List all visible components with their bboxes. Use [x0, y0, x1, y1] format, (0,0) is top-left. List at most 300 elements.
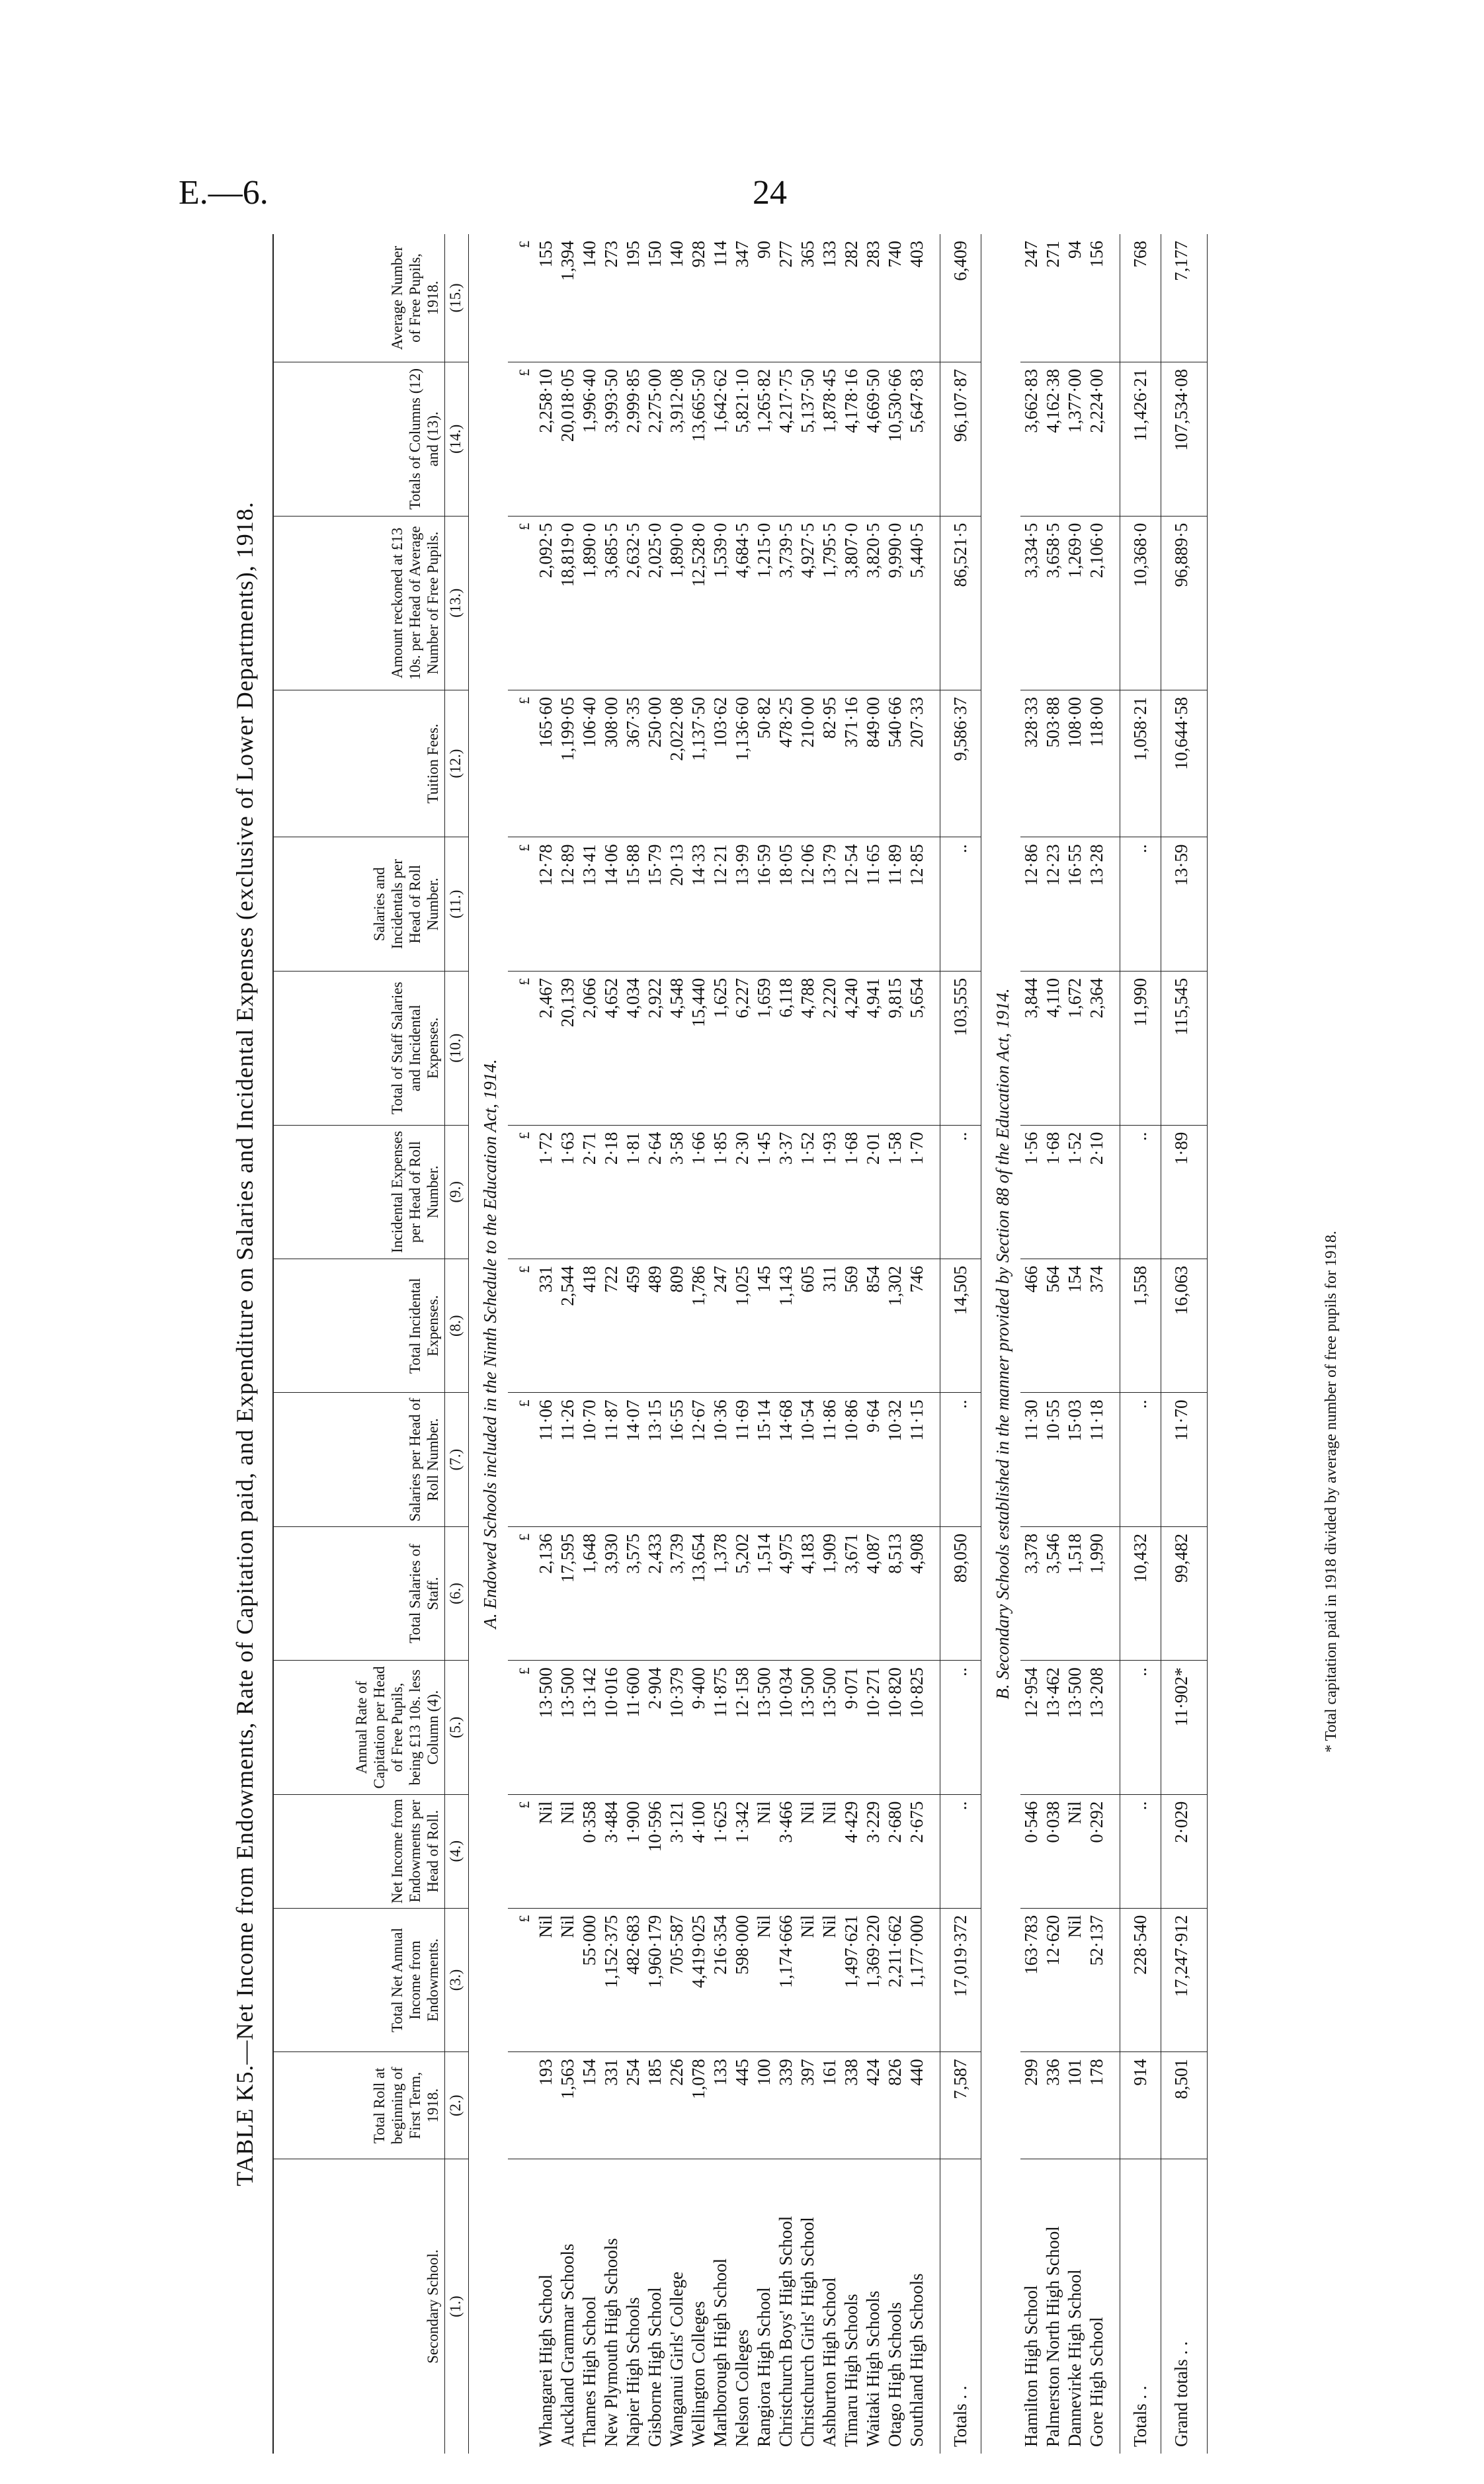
- table-cell: 9,586·37: [940, 690, 981, 837]
- table-cell: 16·55: [666, 1393, 688, 1526]
- table-cell: 10·86: [841, 1393, 862, 1526]
- table-cell: 10·36: [710, 1393, 731, 1526]
- table-cell: 371·16: [841, 690, 862, 837]
- table-cell: 4,941: [862, 971, 884, 1125]
- column-header: Total of Staff Salaries and Incidental Expenses.: [273, 971, 445, 1125]
- table-cell: ..: [940, 1125, 981, 1259]
- table-cell: 1,377·00: [1064, 362, 1086, 516]
- table-cell: 154: [579, 2052, 600, 2159]
- table-cell: ..: [940, 1393, 981, 1526]
- table-cell: 5,647·83: [906, 362, 928, 516]
- table-cell: 6,227: [731, 971, 753, 1125]
- header-row: [273, 234, 445, 2454]
- table-cell: 11·70: [1161, 1393, 1208, 1526]
- table-row: [906, 234, 928, 2454]
- table-cell: 914: [1120, 2052, 1161, 2159]
- table-cell: 9·400: [688, 1661, 710, 1794]
- table-cell: 101: [1064, 2052, 1086, 2159]
- table-cell: 15·03: [1064, 1393, 1086, 1526]
- table-cell: 17,595: [557, 1526, 579, 1660]
- row-label: Wanganui Girls' College: [667, 2271, 686, 2447]
- spacer-cell: [1108, 690, 1120, 837]
- spacer-cell: [1108, 2052, 1120, 2159]
- row-label: Grand totals . .: [1161, 2159, 1208, 2454]
- table-cell: £: [508, 971, 535, 1125]
- table-cell: 13,654: [688, 1526, 710, 1660]
- table-cell: 247: [710, 1259, 731, 1393]
- table-cell: 854: [862, 1259, 884, 1393]
- table-cell: 17,247·912: [1161, 1908, 1208, 2052]
- table-cell: 1·81: [622, 1125, 644, 1259]
- table-cell: 424: [862, 2052, 884, 2159]
- table-cell: 2,106·0: [1086, 516, 1108, 690]
- table-cell: 3·484: [600, 1794, 622, 1908]
- table-cell: 5,821·10: [731, 362, 753, 516]
- table-cell: 55·000: [579, 1908, 600, 2052]
- table-cell: 20,018·05: [557, 362, 579, 516]
- table-cell: 403: [906, 234, 928, 362]
- row-label: Thames High School: [579, 2296, 599, 2447]
- table-cell: 3,658·5: [1042, 516, 1064, 690]
- table-cell: £: [508, 516, 535, 690]
- table-cell: 4,652: [600, 971, 622, 1125]
- table-cell: 598·000: [731, 1908, 753, 2052]
- document-code: E.—6.: [179, 174, 268, 212]
- table-cell: 11·875: [710, 1661, 731, 1794]
- table-cell: 271: [1042, 234, 1064, 362]
- table-cell: 107,534·08: [1161, 362, 1208, 516]
- table-cell: Nil: [557, 1908, 579, 2052]
- table-cell: 99,482: [1161, 1526, 1208, 1660]
- table-cell: 12·158: [731, 1661, 753, 1794]
- table-cell: 14,505: [940, 1259, 981, 1393]
- table-cell: 1,890·0: [666, 516, 688, 690]
- column-header: Total Net Annual Income from Endowments.: [273, 1908, 445, 2052]
- row-label: Auckland Grammar Schools: [557, 2243, 577, 2447]
- row-label: Totals . .: [940, 2159, 981, 2454]
- table-cell: £: [508, 837, 535, 971]
- spacer-cell: [928, 234, 940, 362]
- table-cell: ..: [1120, 1661, 1161, 1794]
- table-cell: 2·18: [600, 1125, 622, 1259]
- table-cell: 10,530·66: [884, 362, 906, 516]
- table-cell: Nil: [753, 1908, 775, 2052]
- table-cell: 2·71: [579, 1125, 600, 1259]
- table-cell: 1,177·000: [906, 1908, 928, 2052]
- table-cell: 210·00: [797, 690, 819, 837]
- table-cell: 1,078: [688, 2052, 710, 2159]
- table-cell: 1,514: [753, 1526, 775, 1660]
- table-cell: 165·60: [535, 690, 557, 837]
- table-row: [1086, 234, 1108, 2454]
- table-cell: 103,555: [940, 971, 981, 1125]
- table-cell: 4,419·025: [688, 1908, 710, 2052]
- table-cell: 9,990·0: [884, 516, 906, 690]
- row-label: Palmerston North High School: [1043, 2226, 1063, 2447]
- row-label: [508, 2159, 535, 2454]
- table-cell: 3,844: [1020, 971, 1042, 1125]
- table-cell: 20,139: [557, 971, 579, 1125]
- table-cell: 13·59: [1161, 837, 1208, 971]
- table-cell: 52·137: [1086, 1908, 1108, 2052]
- column-header: Annual Rate of Capitation per Head of Free Pupils, being £13 10s. less Column (4).: [273, 1661, 445, 1794]
- table-cell: 3,912·08: [666, 362, 688, 516]
- table-cell: 466: [1020, 1259, 1042, 1393]
- table-cell: 4,908: [906, 1526, 928, 1660]
- table-cell: 0·546: [1020, 1794, 1042, 1908]
- table-cell: 10,432: [1120, 1526, 1161, 1660]
- table-cell: 14·33: [688, 837, 710, 971]
- column-number: (7.): [445, 1393, 469, 1526]
- row-label: Christchurch Girls' High School: [798, 2217, 817, 2447]
- table-cell: 339: [775, 2052, 797, 2159]
- table-cell: 16·55: [1064, 837, 1086, 971]
- spacer-cell: [928, 690, 940, 837]
- table-cell: 155: [535, 234, 557, 362]
- table-cell: 3,930: [600, 1526, 622, 1660]
- table-row: [753, 234, 775, 2454]
- table-cell: 10·820: [884, 1661, 906, 1794]
- column-header: Total Roll at beginning of First Term, 1918.: [273, 2052, 445, 2159]
- table-cell: 1·900: [622, 1794, 644, 1908]
- table-row: [600, 234, 622, 2454]
- table-row: [666, 234, 688, 2454]
- table-cell: 2,224·00: [1086, 362, 1108, 516]
- table-cell: Nil: [1064, 1908, 1086, 2052]
- table-cell: 9·071: [841, 1661, 862, 1794]
- table-cell: 1,558: [1120, 1259, 1161, 1393]
- table-cell: 1,136·60: [731, 690, 753, 837]
- section-heading-row: [469, 234, 509, 2454]
- table-cell: 418: [579, 1259, 600, 1393]
- table-cell: 809: [666, 1259, 688, 1393]
- table-cell: 4,178·16: [841, 362, 862, 516]
- table-cell: 459: [622, 1259, 644, 1393]
- section-heading: A. Endowed Schools included in the Ninth Schedule to the Education Act, 1914.: [480, 1059, 500, 1629]
- table-cell: 4,927·5: [797, 516, 819, 690]
- table-cell: 140: [579, 234, 600, 362]
- table-cell: 7,587: [940, 2052, 981, 2159]
- table-cell: 185: [644, 2052, 666, 2159]
- table-cell: 13·208: [1086, 1661, 1108, 1794]
- table-cell: 1·66: [688, 1125, 710, 1259]
- table-row: [1064, 234, 1086, 2454]
- table-cell: Nil: [557, 1794, 579, 1908]
- table-cell: 2,632·5: [622, 516, 644, 690]
- table-row: [1042, 234, 1064, 2454]
- table-cell: ..: [940, 837, 981, 971]
- table-cell: 2,022·08: [666, 690, 688, 837]
- table-cell: 9·64: [862, 1393, 884, 1526]
- table-cell: 277: [775, 234, 797, 362]
- table-cell: 478·25: [775, 690, 797, 837]
- table-cell: 106·40: [579, 690, 600, 837]
- table-cell: 2,275·00: [644, 362, 666, 516]
- data-table: [272, 234, 1208, 2454]
- table-cell: 1,215·0: [753, 516, 775, 690]
- table-cell: ..: [1120, 1125, 1161, 1259]
- table-cell: 20·13: [666, 837, 688, 971]
- table-cell: 2,433: [644, 1526, 666, 1660]
- table-cell: 4,183: [797, 1526, 819, 1660]
- table-cell: 90: [753, 234, 775, 362]
- table-cell: 6,118: [775, 971, 797, 1125]
- table-cell: 540·66: [884, 690, 906, 837]
- table-cell: 367·35: [622, 690, 644, 837]
- table-cell: 1·63: [557, 1125, 579, 1259]
- table-row: [557, 234, 579, 2454]
- table-cell: £: [508, 362, 535, 516]
- table-cell: 2,258·10: [535, 362, 557, 516]
- table-cell: 4,788: [797, 971, 819, 1125]
- table-cell: 1·58: [884, 1125, 906, 1259]
- table-cell: 1,369·220: [862, 1908, 884, 2052]
- spacer-cell: [1108, 971, 1120, 1125]
- table-cell: 1·68: [841, 1125, 862, 1259]
- spacer-cell: [1108, 362, 1120, 516]
- row-label: Timaru High Schools: [841, 2294, 861, 2447]
- table-cell: 1,539·0: [710, 516, 731, 690]
- table-cell: 15,440: [688, 971, 710, 1125]
- row-label: Whangarei High School: [536, 2274, 556, 2447]
- column-header: Total Salaries of Staff.: [273, 1526, 445, 1660]
- table-cell: 94: [1064, 234, 1086, 362]
- table-cell: 3,685·5: [600, 516, 622, 690]
- table-cell: 12·67: [688, 1393, 710, 1526]
- table-cell: 0·038: [1042, 1794, 1064, 1908]
- table-cell: 11·87: [600, 1393, 622, 1526]
- table-cell: 1,642·62: [710, 362, 731, 516]
- table-cell: 2·64: [644, 1125, 666, 1259]
- column-number: (12.): [445, 690, 469, 837]
- table-cell: 928: [688, 234, 710, 362]
- spacer-cell: [928, 1794, 940, 1908]
- column-header: Totals of Columns (12) and (13).: [273, 362, 445, 516]
- table-cell: Nil: [535, 1908, 557, 2052]
- table-cell: £: [508, 1526, 535, 1660]
- table-cell: 15·88: [622, 837, 644, 971]
- table-cell: 338: [841, 2052, 862, 2159]
- column-header: Average Number of Free Pupils, 1918.: [273, 234, 445, 362]
- unit-row: [508, 234, 535, 2454]
- table-cell: 3,739·5: [775, 516, 797, 690]
- table-cell: 11·26: [557, 1393, 579, 1526]
- table-cell: 15·14: [753, 1393, 775, 1526]
- column-number: (1.): [445, 2159, 469, 2454]
- table-cell: 826: [884, 2052, 906, 2159]
- table-row: [884, 234, 906, 2454]
- table-cell: 1,625: [710, 971, 731, 1125]
- table-row: [841, 234, 862, 2454]
- spacer-row: [1108, 234, 1120, 2454]
- spacer-cell: [1108, 234, 1120, 362]
- table-cell: 1,659: [753, 971, 775, 1125]
- column-number: (5.): [445, 1661, 469, 1794]
- table-row: [731, 234, 753, 2454]
- table-cell: 11·65: [862, 837, 884, 971]
- table-cell: 4,087: [862, 1526, 884, 1660]
- table-cell: 11·30: [1020, 1393, 1042, 1526]
- table-cell: 228·540: [1120, 1908, 1161, 2052]
- table-cell: 3,378: [1020, 1526, 1042, 1660]
- table-cell: 299: [1020, 2052, 1042, 2159]
- table-cell: 250·00: [644, 690, 666, 837]
- table-cell: 2,066: [579, 971, 600, 1125]
- table-cell: 2·680: [884, 1794, 906, 1908]
- table-cell: 193: [535, 2052, 557, 2159]
- table-cell: 2,211·662: [884, 1908, 906, 2052]
- column-number: (14.): [445, 362, 469, 516]
- table-cell: 12·86: [1020, 837, 1042, 971]
- column-header: Tuition Fees.: [273, 690, 445, 837]
- row-label: Hamilton High School: [1021, 2285, 1041, 2447]
- spacer-cell: [928, 2052, 940, 2159]
- table-cell: 3,807·0: [841, 516, 862, 690]
- table-cell: 10·55: [1042, 1393, 1064, 1526]
- table-cell: 397: [797, 2052, 819, 2159]
- table-cell: 10·825: [906, 1661, 928, 1794]
- table-cell: 17,019·372: [940, 1908, 981, 2052]
- table-cell: 1·85: [710, 1125, 731, 1259]
- table-cell: £: [508, 1908, 535, 2052]
- table-cell: 1·625: [710, 1794, 731, 1908]
- table-cell: 1,302: [884, 1259, 906, 1393]
- table-cell: 103·62: [710, 690, 731, 837]
- table-cell: 1,960·179: [644, 1908, 666, 2052]
- table-cell: 328·33: [1020, 690, 1042, 837]
- table-cell: 16,063: [1161, 1259, 1208, 1393]
- table-cell: 11·89: [884, 837, 906, 971]
- table-cell: 1·52: [797, 1125, 819, 1259]
- table-cell: 1,563: [557, 2052, 579, 2159]
- column-header: Amount reckoned at £13 10s. per Head of Average Number of Free Pupils.: [273, 516, 445, 690]
- table-cell: 1,795·5: [819, 516, 841, 690]
- spacer-cell: [1108, 1794, 1120, 1908]
- table-cell: 1·70: [906, 1125, 928, 1259]
- table-cell: 12·89: [557, 837, 579, 971]
- column-number: (6.): [445, 1526, 469, 1660]
- table-cell: 1·89: [1161, 1125, 1208, 1259]
- table-row: [862, 234, 884, 2454]
- table-cell: 3·466: [775, 1794, 797, 1908]
- table-cell: 4,240: [841, 971, 862, 1125]
- table-cell: ..: [940, 1661, 981, 1794]
- table-cell: 13·142: [579, 1661, 600, 1794]
- table-cell: 18,819·0: [557, 516, 579, 690]
- table-cell: 12·620: [1042, 1908, 1064, 2052]
- table-cell: 12·06: [797, 837, 819, 971]
- table-cell: 331: [600, 2052, 622, 2159]
- table-cell: 50·82: [753, 690, 775, 837]
- spacer-cell: [928, 1125, 940, 1259]
- row-label: Otago High Schools: [885, 2302, 905, 2447]
- spacer-row: [928, 234, 940, 2454]
- table-cell: 114: [710, 234, 731, 362]
- table-cell: 0·292: [1086, 1794, 1108, 1908]
- table-cell: 1·45: [753, 1125, 775, 1259]
- table-cell: 1·342: [731, 1794, 753, 1908]
- table-cell: 154: [1064, 1259, 1086, 1393]
- table-cell: 3,575: [622, 1526, 644, 1660]
- table-cell: 100: [753, 2052, 775, 2159]
- spacer-cell: [1108, 837, 1120, 971]
- column-header: Net Income from Endowments per Head of Roll.: [273, 1794, 445, 1908]
- row-label: Wellington Colleges: [688, 2301, 708, 2447]
- table-cell: 282: [841, 234, 862, 362]
- table-cell: £: [508, 690, 535, 837]
- column-header: Salaries and Incidentals per Head of Roll Number.: [273, 837, 445, 971]
- page-number: 24: [753, 174, 787, 212]
- table-cell: 13·500: [1064, 1661, 1086, 1794]
- table-cell: 13·500: [557, 1661, 579, 1794]
- table-cell: 195: [622, 234, 644, 362]
- table-cell: 1,786: [688, 1259, 710, 1393]
- spacer-cell: [1108, 2159, 1120, 2454]
- table-cell: 13·99: [731, 837, 753, 971]
- row-label: Totals . .: [1120, 2159, 1161, 2454]
- column-number: (15.): [445, 234, 469, 362]
- table-row: [644, 234, 666, 2454]
- table-cell: 2,025·0: [644, 516, 666, 690]
- table-cell: 2·029: [1161, 1794, 1208, 1908]
- table-cell: 3,546: [1042, 1526, 1064, 1660]
- table-cell: 10·034: [775, 1661, 797, 1794]
- row-label: Rangiora High School: [754, 2287, 774, 2447]
- table-cell: 11·902*: [1161, 1661, 1208, 1794]
- spacer-cell: [928, 1908, 940, 2052]
- table-cell: 1·72: [535, 1125, 557, 1259]
- table-cell: 145: [753, 1259, 775, 1393]
- table-cell: 1,137·50: [688, 690, 710, 837]
- table-cell: 2·675: [906, 1794, 928, 1908]
- table-cell: £: [508, 1794, 535, 1908]
- grand-totals-row: [1161, 234, 1208, 2454]
- table-cell: 10·54: [797, 1393, 819, 1526]
- table-cell: 4·100: [688, 1794, 710, 1908]
- table-cell: 3·229: [862, 1794, 884, 1908]
- table-cell: 247: [1020, 234, 1042, 362]
- table-cell: 746: [906, 1259, 928, 1393]
- table-cell: 3,739: [666, 1526, 688, 1660]
- table-cell: 108·00: [1064, 690, 1086, 837]
- table-cell: 0·358: [579, 1794, 600, 1908]
- table-cell: 1,143: [775, 1259, 797, 1393]
- spacer-cell: [928, 971, 940, 1125]
- table-cell: 4,162·38: [1042, 362, 1064, 516]
- table-cell: 89,050: [940, 1526, 981, 1660]
- table-cell: 161: [819, 2052, 841, 2159]
- table-cell: 10·271: [862, 1661, 884, 1794]
- table-cell: 10,644·58: [1161, 690, 1208, 837]
- spacer-cell: [928, 516, 940, 690]
- table-cell: 336: [1042, 2052, 1064, 2159]
- table-row: [535, 234, 557, 2454]
- table-cell: 2,092·5: [535, 516, 557, 690]
- table-cell: 16·59: [753, 837, 775, 971]
- table-cell: 12·21: [710, 837, 731, 971]
- table-cell: 86,521·5: [940, 516, 981, 690]
- table-row: [579, 234, 600, 2454]
- table-cell: 13·15: [644, 1393, 666, 1526]
- table-row: [710, 234, 731, 2454]
- table-cell: 768: [1120, 234, 1161, 362]
- table-cell: 2,999·85: [622, 362, 644, 516]
- table-row: [688, 234, 710, 2454]
- table-cell: ..: [1120, 837, 1161, 971]
- table-cell: Nil: [1064, 1794, 1086, 1908]
- table-row: [797, 234, 819, 2454]
- table-cell: 2,136: [535, 1526, 557, 1660]
